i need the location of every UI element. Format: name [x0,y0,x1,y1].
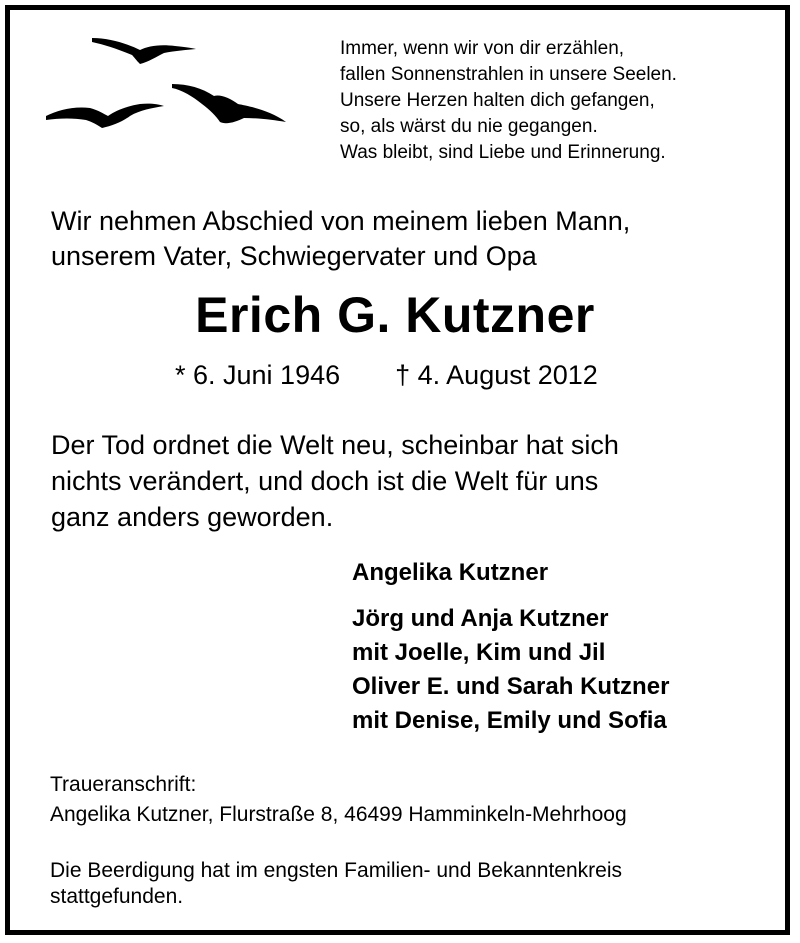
address-label: Traueranschrift: [50,773,197,796]
mourner-line: mit Joelle, Kim und Jil [352,639,606,666]
funeral-line: stattgefunden. [50,885,184,908]
quote-line: nichts verändert, und doch ist die Welt für uns [51,466,599,496]
mourner-line: Oliver E. und Sarah Kutzner [352,673,670,700]
mourner-line: Jörg und Anja Kutzner [352,605,609,632]
mourning-address [50,770,627,830]
intro-line: unserem Vater, Schwiegervater und Opa [51,241,537,271]
memorial-quote [51,427,619,535]
bird-icon [172,84,286,123]
address-value: Angelika Kutzner, Flurstraße 8, 46499 Hamminkeln-Mehrhoog [50,803,627,826]
birds-illustration [40,30,300,140]
deceased-name: Erich G. Kutzner [195,287,595,343]
intro-line: Wir nehmen Abschied von meinem lieben Mann, [51,206,631,236]
poem [340,36,677,166]
farewell-intro [51,204,630,274]
mourner-line: mit Denise, Emily und Sofia [352,707,667,734]
bird-icon [92,38,196,64]
quote-line: ganz anders geworden. [51,502,334,532]
mourners-list [352,556,669,738]
birth-date: * 6. Juni 1946 [175,360,341,390]
life-dates [175,358,598,392]
poem-line: so, als wärst du nie gegangen. [340,116,598,137]
funeral-line: Die Beerdigung hat im engsten Familien- und Bekanntenkreis [50,859,622,882]
funeral-notice [50,858,622,910]
bird-icon [46,104,164,128]
mourner-spouse: Angelika Kutzner [352,559,549,586]
death-date: † 4. August 2012 [395,360,598,390]
poem-line: Immer, wenn wir von dir erzählen, [340,38,625,59]
poem-line: Unsere Herzen halten dich gefangen, [340,90,655,111]
poem-line: Was bleibt, sind Liebe und Erinnerung. [340,142,666,163]
quote-line: Der Tod ordnet die Welt neu, scheinbar hat sich [51,430,619,460]
poem-line: fallen Sonnenstrahlen in unsere Seelen. [340,64,677,85]
